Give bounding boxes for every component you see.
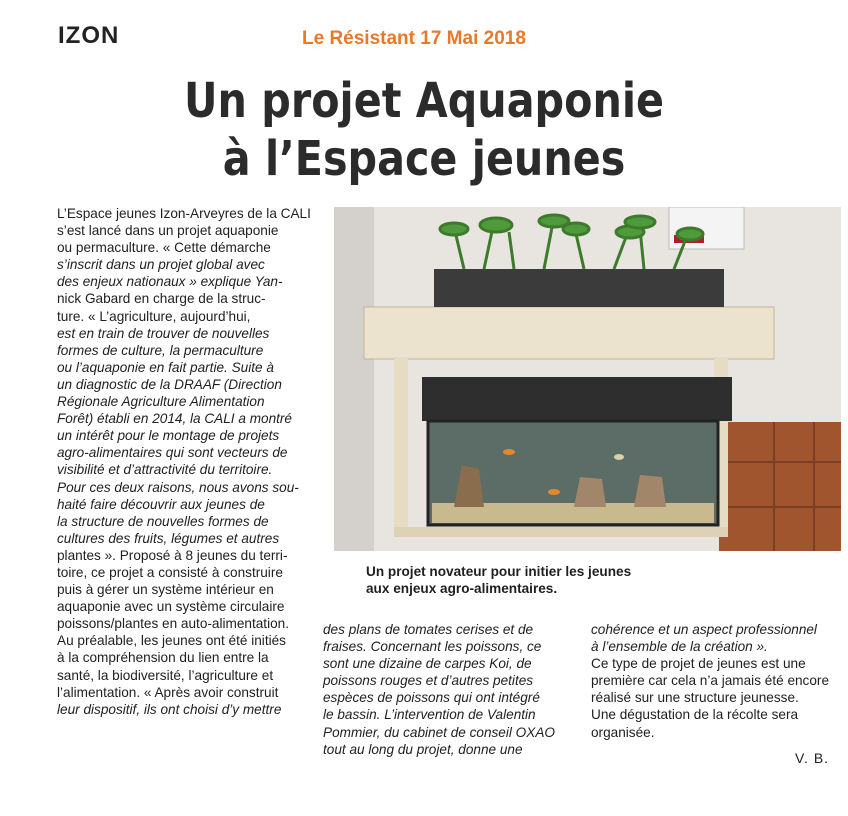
text-line: toire, ce projet a consisté à construire bbox=[57, 564, 283, 580]
headline-line-1: Un projet Aquaponie bbox=[184, 73, 664, 129]
text-line: l’alimentation. « Après avoir construit bbox=[57, 684, 279, 700]
article-column-1 bbox=[57, 205, 311, 718]
text-line: fraises. Concernant les poissons, ce bbox=[323, 639, 542, 655]
caption-line: aux enjeux agro-alimentaires. bbox=[366, 581, 558, 596]
text-line: Une dégustation de la récolte sera bbox=[591, 707, 799, 723]
text-line: Ce type de projet de jeunes est une bbox=[591, 656, 806, 672]
text-line: Forêt) établi en 2014, la CALI a montré bbox=[57, 411, 292, 427]
text-line: L’Espace jeunes Izon-Arveyres de la CALI bbox=[57, 206, 311, 221]
text-line: Régionale Agriculture Alimentation bbox=[57, 394, 265, 410]
text-line: ou permaculture. « Cette démarche bbox=[57, 240, 271, 256]
headline-line-2: à l’Espace jeunes bbox=[222, 131, 626, 187]
text-line: aquaponie avec un système circulaire bbox=[57, 599, 285, 615]
caption-line: Un projet novateur pour initier les jeunes bbox=[366, 564, 632, 579]
text-line: haité faire découvrir aux jeunes de bbox=[57, 496, 265, 512]
text-line: leur dispositif, ils ont choisi d’y mettre bbox=[57, 701, 282, 717]
text-line: s’est lancé dans un projet aquaponie bbox=[57, 223, 279, 239]
text-line: à l’ensemble de la création ». bbox=[591, 639, 768, 655]
photo-caption bbox=[366, 563, 631, 597]
text-line: poissons rouges et d’autres petites bbox=[323, 673, 534, 689]
text-line: première car cela n’a jamais été encore bbox=[591, 673, 830, 689]
article-column-2 bbox=[323, 621, 573, 758]
text-line: cohérence et un aspect professionnel bbox=[591, 622, 817, 637]
aquaponics-photo bbox=[334, 207, 841, 551]
text-line: un diagnostic de la DRAAF (Direction bbox=[57, 376, 282, 392]
text-line: formes de culture, la permaculture bbox=[57, 342, 264, 358]
text-line: nick Gabard en charge de la struc- bbox=[57, 291, 266, 307]
text-line: agro-alimentaires qui sont vecteurs de bbox=[57, 445, 288, 461]
text-line: visibilité et d’attractivité du territoire. bbox=[57, 462, 273, 478]
text-line: la structure de nouvelles formes de bbox=[57, 513, 269, 529]
text-line: le bassin. L’intervention de Valentin bbox=[323, 707, 536, 723]
text-line: Pommier, du cabinet de conseil OXAO bbox=[323, 724, 555, 740]
text-line: Pour ces deux raisons, nous avons sou- bbox=[57, 479, 299, 495]
text-line: puis à gérer un système intérieur en bbox=[57, 582, 274, 598]
text-line: organisée. bbox=[591, 724, 655, 740]
text-line: plantes ». Proposé à 8 jeunes du terri- bbox=[57, 547, 288, 563]
text-line: santé, la biodiversité, l’agriculture et bbox=[57, 667, 274, 683]
text-line: espèces de poissons qui ont intégré bbox=[323, 690, 540, 706]
text-line: cultures des fruits, légumes et autres bbox=[57, 530, 280, 546]
text-line: réalisé sur une structure jeunesse. bbox=[591, 690, 799, 706]
headline bbox=[59, 72, 788, 188]
text-line: tout au long du projet, donne une bbox=[323, 741, 523, 757]
section-label: IZON bbox=[58, 22, 120, 49]
text-line: s’inscrit dans un projet global avec bbox=[57, 257, 265, 273]
text-line: ou l’aquaponie en fait partie. Suite à bbox=[57, 359, 274, 375]
publication-date: Le Résistant 17 Mai 2018 bbox=[302, 28, 526, 49]
text-line: sont une dizaine de carpes Koi, de bbox=[323, 656, 532, 672]
text-line: des plans de tomates cerises et de bbox=[323, 622, 534, 637]
text-line: est en train de trouver de nouvelles bbox=[57, 325, 270, 341]
text-line: à la compréhension du lien entre la bbox=[57, 650, 269, 666]
text-line: un intérêt pour le montage de projets bbox=[57, 428, 280, 444]
text-line: Au préalable, les jeunes ont été initiés bbox=[57, 633, 286, 649]
article-column-3 bbox=[591, 621, 841, 741]
text-line: ture. « L’agriculture, aujourd’hui, bbox=[57, 308, 251, 324]
author-signature: V. B. bbox=[795, 750, 830, 766]
text-line: des enjeux nationaux » explique Yan- bbox=[57, 274, 283, 290]
text-line: poissons/plantes en auto-alimentation. bbox=[57, 616, 289, 632]
aquaponics-setup-illustration bbox=[334, 207, 841, 551]
